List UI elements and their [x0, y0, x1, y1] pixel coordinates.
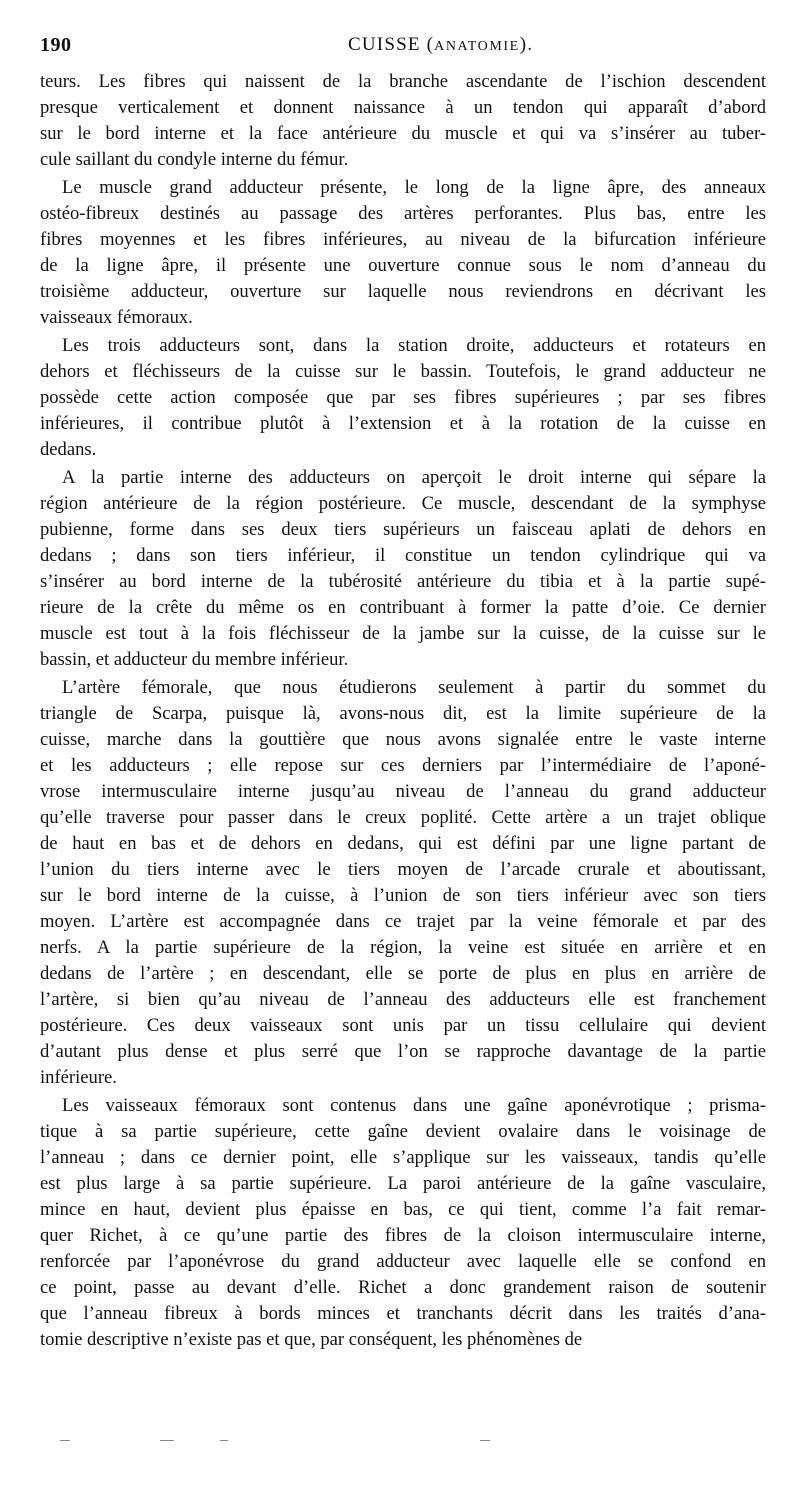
- text-line: l’artère, si bien qu’au niveau de l’anneau des adducteurs elle est franchement: [40, 989, 766, 1010]
- footer-mark: [220, 1440, 228, 1441]
- text-line: qu’elle traverse pour passer dans le creux poplité. Cette artère a un trajet oblique: [40, 807, 766, 828]
- text-line: est plus large à sa partie supérieure. La paroi antérieure de la gaîne vasculaire,: [40, 1173, 766, 1194]
- text-line: région antérieure de la région postérieure. Ce muscle, descendant de la symphyse: [40, 493, 766, 514]
- footer-mark: [160, 1440, 174, 1441]
- text-line: sur le bord interne et la face antérieure du muscle et qui va s’insérer au tuber-: [40, 123, 766, 144]
- text-line: d’autant plus dense et plus serré que l’on se rapproche davantage de la partie: [40, 1041, 766, 1062]
- text-line: teurs. Les fibres qui naissent de la branche ascendante de l’ischion descendent: [40, 71, 766, 92]
- text-line: triangle de Scarpa, puisque là, avons-nous dit, est la limite supérieure de la: [40, 703, 766, 724]
- text-line: cule saillant du condyle interne du fémur.: [40, 149, 349, 170]
- text-line: dehors et fléchisseurs de la cuisse sur le bassin. Toutefois, le grand adducteur ne: [40, 361, 766, 382]
- text-line: vrose intermusculaire interne jusqu’au niveau de l’anneau du grand adducteur: [40, 781, 766, 802]
- text-line: de haut en bas et de dehors en dedans, qui est défini par une ligne partant de: [40, 833, 766, 854]
- text-line: dedans de l’artère ; en descendant, elle se porte de plus en plus en arrière de: [40, 963, 766, 984]
- text-line: pubienne, forme dans ses deux tiers supérieurs un faisceau aplati de dehors en: [40, 519, 766, 540]
- text-line: dedans.: [40, 439, 97, 460]
- text-line: nerfs. A la partie supérieure de la région, la veine est située en arrière et en: [40, 937, 766, 958]
- text-line: inférieures, il contribue plutôt à l’extension et à la rotation de la cuisse en: [40, 413, 766, 434]
- text-line: rieure de la crête du même os en contribuant à former la patte d’oie. Ce dernier: [40, 597, 766, 618]
- text-line: l’anneau ; dans ce dernier point, elle s’applique sur les vaisseaux, tandis qu’elle: [40, 1147, 766, 1168]
- text-line: mince en haut, devient plus épaisse en bas, ce qui tient, comme l’a fait remar-: [40, 1199, 766, 1220]
- text-line: s’insérer au bord interne de la tubérosité antérieure du tibia et à la partie supé-: [40, 571, 766, 592]
- text-line: renforcée par l’aponévrose du grand adducteur avec laquelle elle se confond en: [40, 1251, 766, 1272]
- text-line: inférieure.: [40, 1067, 117, 1088]
- text-line: Les trois adducteurs sont, dans la station droite, adducteurs et rotateurs en: [62, 335, 766, 356]
- paragraph: [40, 465, 766, 673]
- text-line: cuisse, marche dans la gouttière que nous avons signalée entre le vaste interne: [40, 729, 766, 750]
- text-line: troisième adducteur, ouverture sur laquelle nous reviendrons en décrivant les: [40, 281, 766, 302]
- body-text: [40, 69, 766, 1353]
- text-line: fibres moyennes et les fibres inférieures, au niveau de la bifurcation inférieure: [40, 229, 766, 250]
- header-title: [348, 34, 533, 56]
- paragraph: [40, 1093, 766, 1353]
- text-line: Le muscle grand adducteur présente, le long de la ligne âpre, des anneaux: [62, 177, 766, 198]
- text-line: ce point, passe au devant d’elle. Richet a donc grandement raison de soutenir: [40, 1277, 766, 1298]
- footer-mark: [480, 1440, 490, 1441]
- page-number: 190: [40, 34, 72, 56]
- text-line: Les vaisseaux fémoraux sont contenus dans une gaîne aponévrotique ; prisma-: [62, 1095, 766, 1116]
- text-line: l’union du tiers interne avec le tiers moyen de l’arcade crurale et aboutissant,: [40, 859, 766, 880]
- running-head: [40, 34, 770, 58]
- text-line: tique à sa partie supérieure, cette gaîne devient ovalaire dans le voisinage de: [40, 1121, 766, 1142]
- text-line: de la ligne âpre, il présente une ouverture connue sous le nom d’anneau du: [40, 255, 766, 276]
- header-title-main: CUISSE (: [348, 34, 435, 55]
- text-line: dedans ; dans son tiers inférieur, il constitue un tendon cylindrique qui va: [40, 545, 766, 566]
- paragraph: [40, 175, 766, 331]
- text-line: postérieure. Ces deux vaisseaux sont unis par un tissu cellulaire qui devient: [40, 1015, 766, 1036]
- text-line: quer Richet, à ce qu’une partie des fibres de la cloison intermusculaire interne,: [40, 1225, 766, 1246]
- header-title-end: ).: [519, 34, 534, 55]
- text-line: ostéo-fibreux destinés au passage des artères perforantes. Plus bas, entre les: [40, 203, 766, 224]
- text-line: muscle est tout à la fois fléchisseur de la jambe sur la cuisse, de la cuisse sur le: [40, 623, 766, 644]
- footer-marks: [60, 1440, 500, 1450]
- text-line: vaisseaux fémoraux.: [40, 307, 193, 328]
- text-line: que l’anneau fibreux à bords minces et tranchants décrit dans les traités d’ana-: [40, 1303, 766, 1324]
- text-line: moyen. L’artère est accompagnée dans ce trajet par la veine fémorale et par des: [40, 911, 766, 932]
- paragraph: [40, 333, 766, 463]
- text-line: sur le bord interne de la cuisse, à l’union de son tiers inférieur avec son tiers: [40, 885, 766, 906]
- paragraph: [40, 675, 766, 1091]
- text-line: bassin, et adducteur du membre inférieur.: [40, 649, 349, 670]
- footer-mark: [60, 1440, 70, 1441]
- text-line: A la partie interne des adducteurs on aperçoit le droit interne qui sépare la: [62, 467, 766, 488]
- text-line: tomie descriptive n’existe pas et que, par conséquent, les phénomènes de: [40, 1329, 583, 1350]
- header-title-smallcaps: ANATOMIE: [434, 39, 520, 54]
- text-line: L’artère fémorale, que nous étudierons seulement à partir du sommet du: [62, 677, 766, 698]
- text-line: possède cette action composée que par ses fibres supérieures ; par ses fibres: [40, 387, 766, 408]
- text-line: et les adducteurs ; elle repose sur ces derniers par l’intermédiaire de l’aponé-: [40, 755, 766, 776]
- text-line: presque verticalement et donnent naissance à un tendon qui apparaît d’abord: [40, 97, 766, 118]
- paragraph: [40, 69, 766, 173]
